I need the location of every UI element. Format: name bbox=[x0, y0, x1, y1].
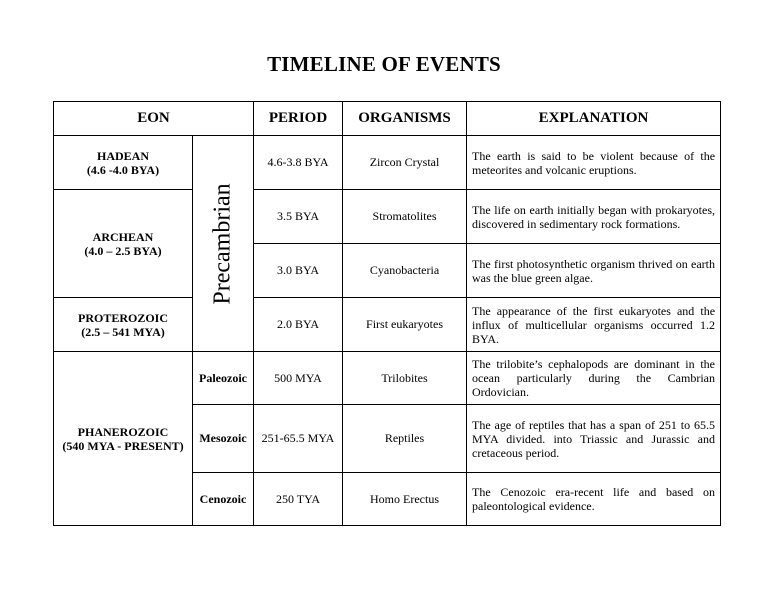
period-cell: 500 MYA bbox=[254, 352, 343, 405]
table-row bbox=[54, 190, 721, 244]
explanation-cell: The appearance of the first eukaryotes and the influx of multicellular organisms occurred 1.2 BYA. bbox=[467, 298, 721, 352]
explanation-cell: The first photosynthetic organism thrived on earth was the blue green algae. bbox=[467, 244, 721, 298]
explanation-cell: The life on earth initially began with prokaryotes, discovered in sedimentary rock formations. bbox=[467, 190, 721, 244]
era-cell: Cenozoic bbox=[193, 473, 254, 526]
eon-phanerozoic bbox=[54, 352, 193, 526]
eon-range: (4.0 – 2.5 BYA) bbox=[84, 243, 162, 258]
era-cell: Paleozoic bbox=[193, 352, 254, 405]
header-explanation: EXPLANATION bbox=[467, 102, 721, 136]
organism-cell: Homo Erectus bbox=[343, 473, 467, 526]
eon-range: (540 MYA - PRESENT) bbox=[62, 438, 184, 453]
eon-name: PHANEROZOIC bbox=[77, 424, 169, 439]
period-cell: 4.6-3.8 BYA bbox=[254, 136, 343, 190]
timeline-table bbox=[53, 101, 721, 526]
header-row bbox=[54, 102, 721, 136]
header-eon: EON bbox=[54, 102, 254, 136]
era-cell: Mesozoic bbox=[193, 405, 254, 473]
organism-cell: First eukaryotes bbox=[343, 298, 467, 352]
explanation-cell: The trilobite’s cephalopods are dominant in the ocean particularly during the Cambrian Ordovician. bbox=[467, 352, 721, 405]
eon-proterozoic bbox=[54, 298, 193, 352]
organism-cell: Reptiles bbox=[343, 405, 467, 473]
explanation-cell: The age of reptiles that has a span of 251 to 65.5 MYA divided. into Triassic and Jurassic and cretaceous period. bbox=[467, 405, 721, 473]
precambrian-label: Precambrian bbox=[209, 182, 236, 305]
organism-cell: Trilobites bbox=[343, 352, 467, 405]
organism-cell: Cyanobacteria bbox=[343, 244, 467, 298]
eon-name: ARCHEAN bbox=[92, 229, 154, 244]
eon-range: (2.5 – 541 MYA) bbox=[81, 324, 165, 339]
precambrian-cell bbox=[193, 136, 254, 352]
organism-cell: Stromatolites bbox=[343, 190, 467, 244]
header-organisms: ORGANISMS bbox=[343, 102, 467, 136]
period-cell: 250 TYA bbox=[254, 473, 343, 526]
page-title: TIMELINE OF EVENTS bbox=[267, 52, 501, 76]
table-row bbox=[54, 352, 721, 405]
period-cell: 3.5 BYA bbox=[254, 190, 343, 244]
eon-archean bbox=[54, 190, 193, 298]
period-cell: 2.0 BYA bbox=[254, 298, 343, 352]
explanation-cell: The Cenozoic era-recent life and based on paleontological evidence. bbox=[467, 473, 721, 526]
table-row bbox=[54, 136, 721, 190]
eon-name: PROTEROZOIC bbox=[77, 310, 168, 325]
period-cell: 3.0 BYA bbox=[254, 244, 343, 298]
eon-range: (4.6 -4.0 BYA) bbox=[86, 162, 160, 177]
eon-hadean bbox=[54, 136, 193, 190]
period-cell: 251-65.5 MYA bbox=[254, 405, 343, 473]
organism-cell: Zircon Crystal bbox=[343, 136, 467, 190]
header-period: PERIOD bbox=[254, 102, 343, 136]
eon-name: HADEAN bbox=[96, 148, 149, 163]
table-row bbox=[54, 298, 721, 352]
explanation-cell: The earth is said to be violent because of the meteorites and volcanic eruptions. bbox=[467, 136, 721, 190]
